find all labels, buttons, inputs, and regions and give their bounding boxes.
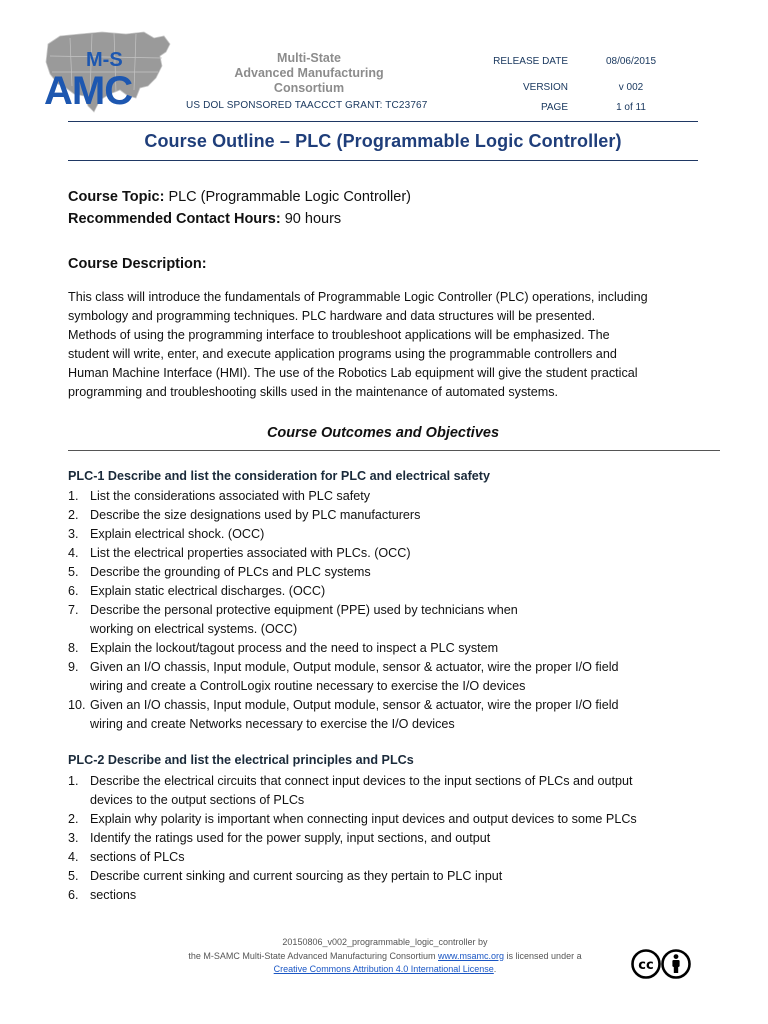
- description-line: symbology and programming techniques. PLC hardware and data structures will be presented.: [68, 309, 596, 323]
- list-item: 4. List the electrical properties associated with PLCs. (OCC): [68, 546, 411, 560]
- page-value: 1 of 11: [616, 102, 646, 113]
- cc-icon-text: cc: [638, 958, 654, 973]
- list-item: 2. Explain why polarity is important when connecting input devices and output devices to some PLCs: [68, 812, 637, 826]
- section-heading-plc-2: PLC-2 Describe and list the electrical principles and PLCs: [68, 753, 414, 767]
- list-item: 1. List the considerations associated with PLC safety: [68, 489, 371, 503]
- outcomes-heading: Course Outcomes and Objectives: [266, 425, 500, 441]
- page-label: PAGE: [540, 102, 568, 113]
- contact-hours-label: Recommended Contact Hours:: [68, 211, 281, 227]
- contact-hours: [68, 211, 341, 227]
- document-title: Course Outline – PLC (Programmable Logic Controller): [144, 131, 622, 151]
- attribution-person-icon: [663, 951, 690, 978]
- creative-commons-badge: [630, 948, 692, 980]
- outcomes-divider: [68, 450, 720, 451]
- list-item: 5. Describe current sinking and current sourcing as they pertain to PLC input: [68, 869, 503, 883]
- list-item: 2. Describe the size designations used by PLC manufacturers: [68, 508, 421, 522]
- course-description: [68, 288, 708, 402]
- header-divider: [68, 121, 698, 122]
- logo-text-main: AMC: [44, 69, 133, 113]
- description-line: programming and troubleshooting skills used in the maintenance of automated systems.: [68, 385, 559, 399]
- version-label: VERSION: [522, 82, 568, 93]
- list-item: 3. Identify the ratings used for the power supply, input sections, and output: [68, 831, 491, 845]
- consortium-name: [186, 51, 432, 96]
- list-item: 9. Given an I/O chassis, Input module, Output module, sensor & actuator, wire the proper I/O field wiring and create a ControlLogix routine necessary to exercise the I/O devices: [68, 660, 619, 693]
- list-item: 10. Given an I/O chassis, Input module, Output module, sensor & actuator, wire the proper I/O field wiring and create Networks necessary to exercise the I/O devices: [68, 698, 619, 731]
- course-description-heading: Course Description:: [68, 256, 207, 272]
- us-map-icon: [40, 26, 174, 122]
- grant-label: US DOL SPONSORED TAACCCT GRANT: TC23767: [186, 100, 428, 111]
- list-item: 4. sections of PLCs: [68, 850, 185, 864]
- cc-icon: [633, 951, 660, 978]
- list-item: 8. Explain the lockout/tagout process and the need to inspect a PLC system: [68, 641, 499, 655]
- course-topic-label: Course Topic:: [68, 189, 165, 205]
- list-item: 1. Describe the electrical circuits that connect input devices to the input sections of PLCs and output devices to the output sections of PLCs: [68, 774, 633, 807]
- release-date-value: 08/06/2015: [605, 56, 657, 67]
- license-footer: [130, 936, 640, 977]
- footer-line-1: 20150806_v002_programmable_logic_controller by: [282, 937, 488, 947]
- license-link[interactable]: Creative Commons Attribution 4.0 International License: [273, 964, 494, 974]
- section-heading-plc-1: PLC-1 Describe and list the consideration for PLC and electrical safety: [68, 469, 491, 483]
- org-line-2: Advanced Manufacturing: [234, 66, 384, 80]
- description-line: Human Machine Interface (HMI). The use of the Robotics Lab equipment will give the student practical: [68, 366, 638, 380]
- contact-hours-value: 90 hours: [284, 211, 342, 227]
- list-item: 5. Describe the grounding of PLCs and PLC systems: [68, 565, 371, 579]
- course-topic-value: PLC (Programmable Logic Controller): [168, 189, 412, 205]
- description-line: student will write, enter, and execute application programs using the programmable controllers and: [68, 347, 617, 361]
- release-date-label: RELEASE DATE: [493, 56, 568, 67]
- footer-line-2: the M-SAMC Multi-State Advanced Manufacturing Consortium www.msamc.org is licensed under a: [188, 950, 582, 961]
- description-line: Methods of using the programming interface to troubleshoot applications will be emphasized. The: [68, 328, 610, 342]
- list-item: 6. Explain static electrical discharges. (OCC): [68, 584, 326, 598]
- list-item: 7. Describe the personal protective equipment (PPE) used by technicians when working on electrical systems. (OCC): [68, 603, 518, 636]
- course-topic: [68, 189, 411, 205]
- org-line-3: Consortium: [273, 81, 345, 95]
- msamc-website-link[interactable]: www.msamc.org: [438, 950, 505, 961]
- list-item: 6. sections: [68, 888, 137, 902]
- org-line-1: Multi-State: [277, 51, 341, 65]
- title-divider: [68, 160, 698, 161]
- list-item: 3. Explain electrical shock. (OCC): [68, 527, 265, 541]
- footer-line-3: Creative Commons Attribution 4.0 International License.: [273, 964, 497, 974]
- version-value: v 002: [618, 82, 644, 93]
- logo-text-top: M-S: [86, 49, 123, 71]
- description-line: This class will introduce the fundamentals of Programmable Logic Controller (PLC) operations, including: [68, 290, 648, 304]
- msamc-logo: [40, 26, 174, 122]
